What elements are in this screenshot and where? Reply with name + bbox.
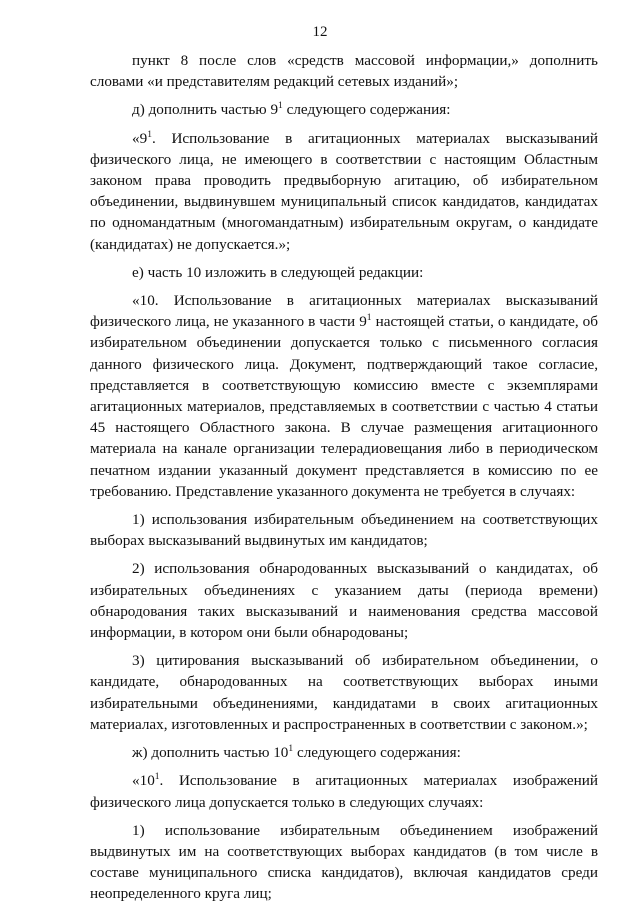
- paragraph-part-9-1-text: [90, 128, 598, 255]
- paragraph-part-10-1-text: [90, 770, 598, 812]
- superscript: 1: [366, 313, 372, 324]
- text: д) дополнить частью 9: [132, 101, 279, 119]
- superscript: 1: [154, 772, 160, 783]
- text: «10. Использование в агитационных материалах высказываний физического лица, не указанного в части 9: [90, 292, 598, 331]
- document-body: [90, 50, 598, 912]
- text: настоящей статьи, о кандидате, об избирательном объединении допускается только с письменного согласия данного физического лица. Документ, подтверждающий такое согласие, представляется в соответствующую комиссию вместе с экземплярами агитационных материалов, представляемых в соответствии с частью 4 статьи 45 настоящего Областного закона. В случае размещения агитационного материала на канале организации телерадиовещания либо в периодическом печатном издании указанный документ представляется в комиссию по ее требованию. Представление указанного документа не требуется в случаях:: [90, 313, 598, 500]
- text: «9: [132, 129, 148, 147]
- superscript: 1: [147, 129, 152, 140]
- text: ж) дополнить частью 10: [132, 744, 289, 762]
- text: следующего содержания:: [293, 744, 461, 762]
- paragraph-add-part-9-1: [90, 99, 598, 120]
- paragraph-part-10-text: [90, 290, 598, 502]
- text: . Использование в агитационных материалах изображений физического лица допускается только в следующих случаях:: [90, 772, 598, 811]
- list-item-1-images: 1) использование избирательным объединением изображений выдвинутых им на соответствующих выборах кандидатов (в том числе в составе муниципального списка кандидатов), включая кандидатов среди неопределенного круга лиц;: [90, 821, 598, 903]
- paragraph-amend-point-8: пункт 8 после слов «средств массовой информации,» дополнить словами «и представителям редакций сетевых изданий»;: [90, 52, 598, 91]
- list-item-2: 2) использования обнародованных высказываний о кандидатах, об избирательных объединениях с указанием даты (периода времени) обнародования таких высказываний и наименования средства массовой информации, в котором они были обнародованы;: [90, 560, 598, 642]
- list-item-1: 1) использования избирательным объединением на соответствующих выборах высказываний выдвинутых им кандидатов;: [90, 511, 598, 550]
- superscript: 1: [288, 744, 294, 755]
- paragraph-add-part-10-1: [90, 742, 598, 763]
- paragraph-part-10-intro: е) часть 10 изложить в следующей редакции:: [132, 263, 424, 281]
- text: . Использование в агитационных материалах высказываний физического лица, не имеющего в соответствии с настоящим Областным законом права проводить предвыборную агитацию, об избирательном объединении, выдвинувшем муниципальный список кандидатов, кандидатах по одномандатным (многомандатным) избирательным округам, о кандидате (кандидатах) не допускается.»;: [90, 129, 598, 253]
- list-item-3: 3) цитирования высказываний об избирательном объединении, о кандидате, обнародованных на соответствующих выборах иными избирательными объединениями, кандидатами в своих агитационных материалах, изготовленных и распространенных в соответствии с законом.»;: [90, 652, 598, 733]
- text: «10: [132, 772, 155, 790]
- page-number: 12: [312, 24, 328, 40]
- text: следующего содержания:: [282, 101, 451, 119]
- superscript: 1: [278, 101, 283, 112]
